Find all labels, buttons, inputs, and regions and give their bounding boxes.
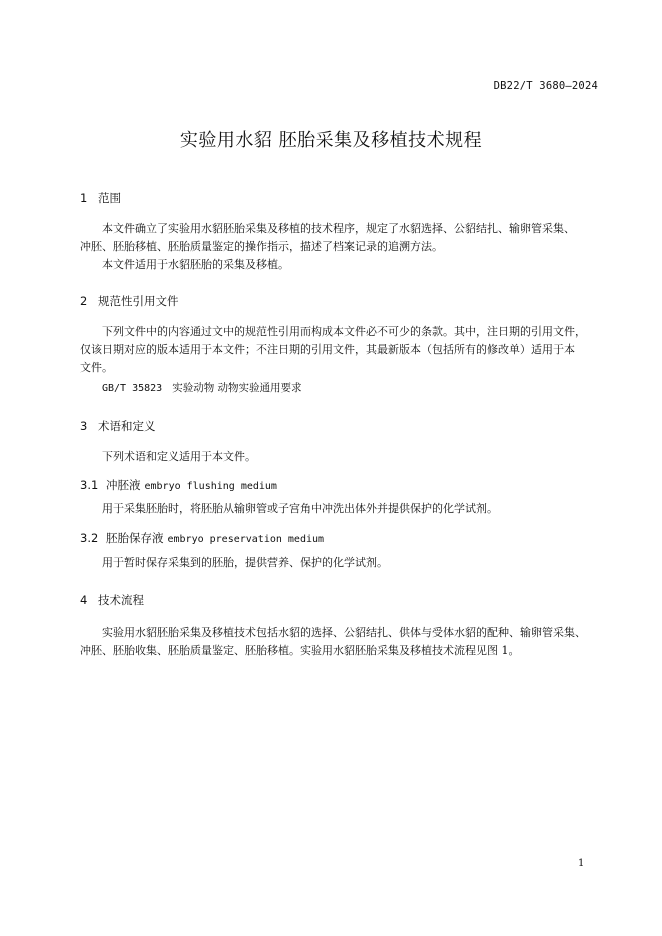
paragraph-line: 文件。 xyxy=(80,361,113,374)
paragraph-line: 冲胚、胚胎移植、胚胎质量鉴定的操作指示，描述了档案记录的追溯方法。 xyxy=(80,240,443,253)
standard-code: DB22/T 3680—2024 xyxy=(493,80,598,92)
term-3-1-definition xyxy=(80,500,602,518)
section-1-heading xyxy=(80,190,121,206)
section-1-paragraph-2 xyxy=(80,256,602,274)
section-title: 规范性引用文件 xyxy=(98,294,179,308)
term-3-2-definition xyxy=(80,554,602,572)
paragraph-line: 用于暂时保存采集到的胚胎，提供营养、保护的化学试剂。 xyxy=(102,556,388,569)
section-4-paragraph-1 xyxy=(80,624,602,660)
section-2-heading xyxy=(80,293,179,309)
term-zh: 胚胎保存液 xyxy=(106,531,164,545)
term-number: 3.2 xyxy=(80,531,99,545)
term-number: 3.1 xyxy=(80,478,99,492)
paragraph-line: 实验用水貂胚胎采集及移植技术包括水貂的选择、公貂结扎、供体与受体水貂的配种、输卵管采集、 xyxy=(102,626,586,639)
paragraph-line: 下列文件中的内容通过文中的规范性引用而构成本文件必不可少的条款。其中，注日期的引用文件， xyxy=(102,325,586,338)
section-3-heading xyxy=(80,418,156,434)
paragraph-line: 冲胚、胚胎收集、胚胎质量鉴定、胚胎移植。实验用水貂胚胎采集及移植技术流程见图 1。 xyxy=(80,644,520,657)
term-en: embryo preservation medium xyxy=(167,534,325,545)
paragraph-line: 本文件确立了实验用水貂胚胎采集及移植的技术程序，规定了水貂选择、公貂结扎、输卵管采集、 xyxy=(102,222,575,235)
paragraph-line: 仅该日期对应的版本适用于本文件；不注日期的引用文件，其最新版本（包括所有的修改单）适用于本 xyxy=(80,343,575,356)
section-3-intro xyxy=(80,448,602,466)
normative-reference xyxy=(102,380,302,395)
section-title: 技术流程 xyxy=(98,593,144,607)
paragraph-line: 用于采集胚胎时，将胚胎从输卵管或子宫角中冲洗出体外并提供保护的化学试剂。 xyxy=(102,502,498,515)
paragraph-line: 本文件适用于水貂胚胎的采集及移植。 xyxy=(102,258,289,271)
section-title: 范围 xyxy=(98,191,121,205)
reference-title: 实验动物 动物实验通用要求 xyxy=(172,382,302,394)
term-3-1-heading xyxy=(80,477,277,493)
section-number: 2 xyxy=(80,294,88,308)
paragraph-line: 下列术语和定义适用于本文件。 xyxy=(102,450,256,463)
section-4-heading xyxy=(80,592,144,608)
section-number: 1 xyxy=(80,191,88,205)
term-en: embryo flushing medium xyxy=(144,481,277,492)
reference-code: GB/T 35823 xyxy=(102,383,163,394)
page-number: 1 xyxy=(578,858,585,869)
section-1-paragraph-1 xyxy=(80,220,602,256)
section-title: 术语和定义 xyxy=(98,419,156,433)
section-number: 4 xyxy=(80,593,88,607)
section-number: 3 xyxy=(80,419,88,433)
term-3-2-heading xyxy=(80,530,324,546)
document-title: 实验用水貂 胚胎采集及移植技术规程 xyxy=(179,130,483,151)
section-2-paragraph-1 xyxy=(80,323,602,377)
term-zh: 冲胚液 xyxy=(106,478,141,492)
